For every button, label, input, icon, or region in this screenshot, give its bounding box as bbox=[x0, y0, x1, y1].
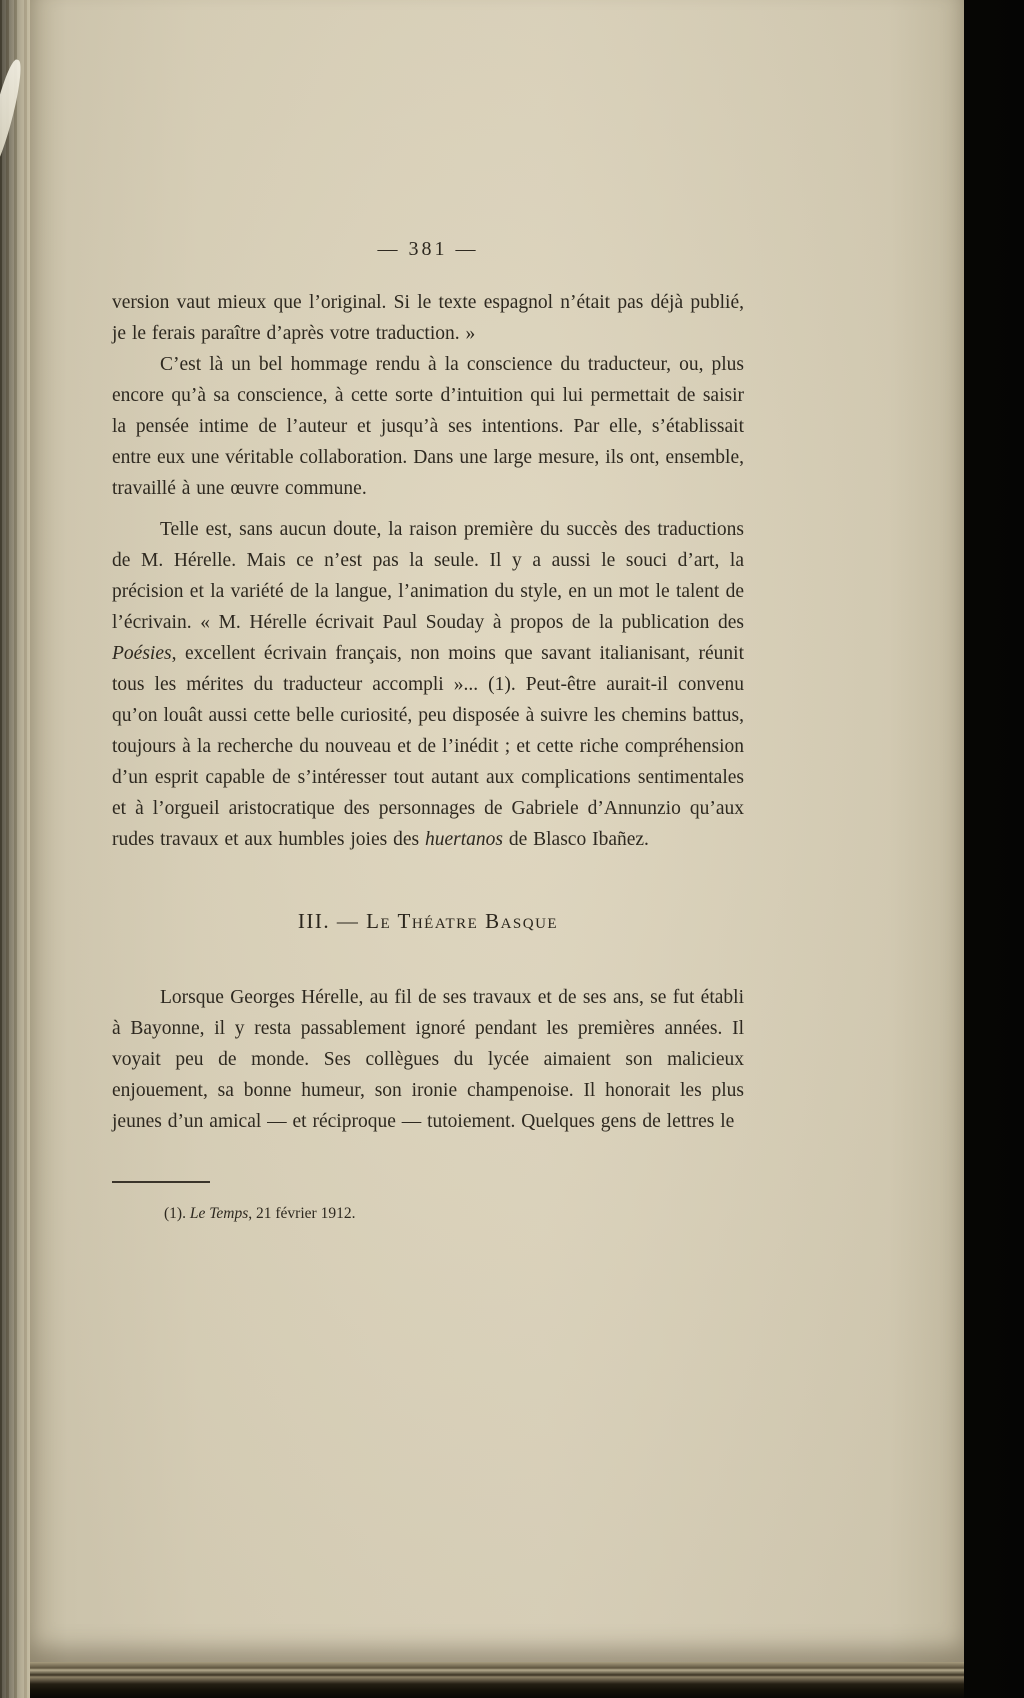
left-page-edges bbox=[0, 0, 34, 1698]
page-number: — 381 — bbox=[377, 238, 479, 260]
paragraph-text: Telle est, sans aucun doute, la raison première du succès des traductions de M. Hérelle. Mais ce n’est pas la seule. Il y a aussi le souci d’art, la précision et la variété de la langue, l’animation du style, en un mot le talent de l’écrivain. « M. Hérelle écrivait Paul Souday à propos de la publication des bbox=[112, 519, 744, 633]
section-heading: III. — Le Théatre Basque bbox=[297, 909, 559, 933]
book-page bbox=[30, 0, 964, 1662]
page-content bbox=[112, 0, 744, 1225]
paragraph-text: de Blasco Ibañez. bbox=[502, 829, 649, 850]
footnote-rule bbox=[112, 1181, 210, 1183]
body-paragraph-1: version vaut mieux que l’original. Si le texte espagnol n’était pas déjà publié, je le ferais paraître d’après votre traduction. » bbox=[112, 292, 744, 344]
body-paragraph-4: Lorsque Georges Hérelle, au fil de ses travaux et de ses ans, se fut établi à Bayonne, il y resta passablement ignoré pendant les premières années. Il voyait peu de monde. Ses collègues du lycée aimaient son malicieux enjouement, sa bonne humeur, son ironie champenoise. Il honorait les plus jeunes d’un amical — et réciproque — tutoiement. Quelques gens de lettres le bbox=[112, 987, 744, 1132]
footnote-text: , 21 février 1912. bbox=[248, 1205, 356, 1222]
italic-word-huertanos: huertanos bbox=[424, 829, 503, 850]
paragraph-text: , excellent écrivain français, non moins que savant italianisant, réunit tous les mérites du traducteur accompli »... (1). Peut-être aurait-il convenu qu’on louât aussi cette belle curiosité, peu disposée à suivre les chemins battus, toujours à la recherche du nouveau et de l’inédit ; et cette riche compréhension d’un esprit capable de s’intéresser tout autant aux complications sentimentales et à l’orgueil aristocratique des personnages de Gabriele d’Annunzio qu’aux rudes travaux et aux humbles joies des bbox=[112, 643, 744, 850]
body-paragraph-3 bbox=[112, 514, 744, 855]
italic-title-poesies: Poésies bbox=[112, 643, 172, 664]
footnote bbox=[164, 1203, 744, 1225]
footnote-marker: (1). bbox=[164, 1205, 190, 1222]
body-paragraph-2: C’est là un bel hommage rendu à la conscience du traducteur, ou, plus encore qu’à sa conscience, à cette sorte d’intuition qui lui permettait de saisir la pensée intime de l’auteur et jusqu’à ses intentions. Par elle, s’établissait entre eux une véritable collaboration. Dans une large mesure, ils ont, ensemble, travaillé à une œuvre commune. bbox=[112, 354, 744, 499]
footnote-journal-title: Le Temps bbox=[189, 1205, 249, 1222]
bottom-page-edges bbox=[30, 1662, 964, 1698]
